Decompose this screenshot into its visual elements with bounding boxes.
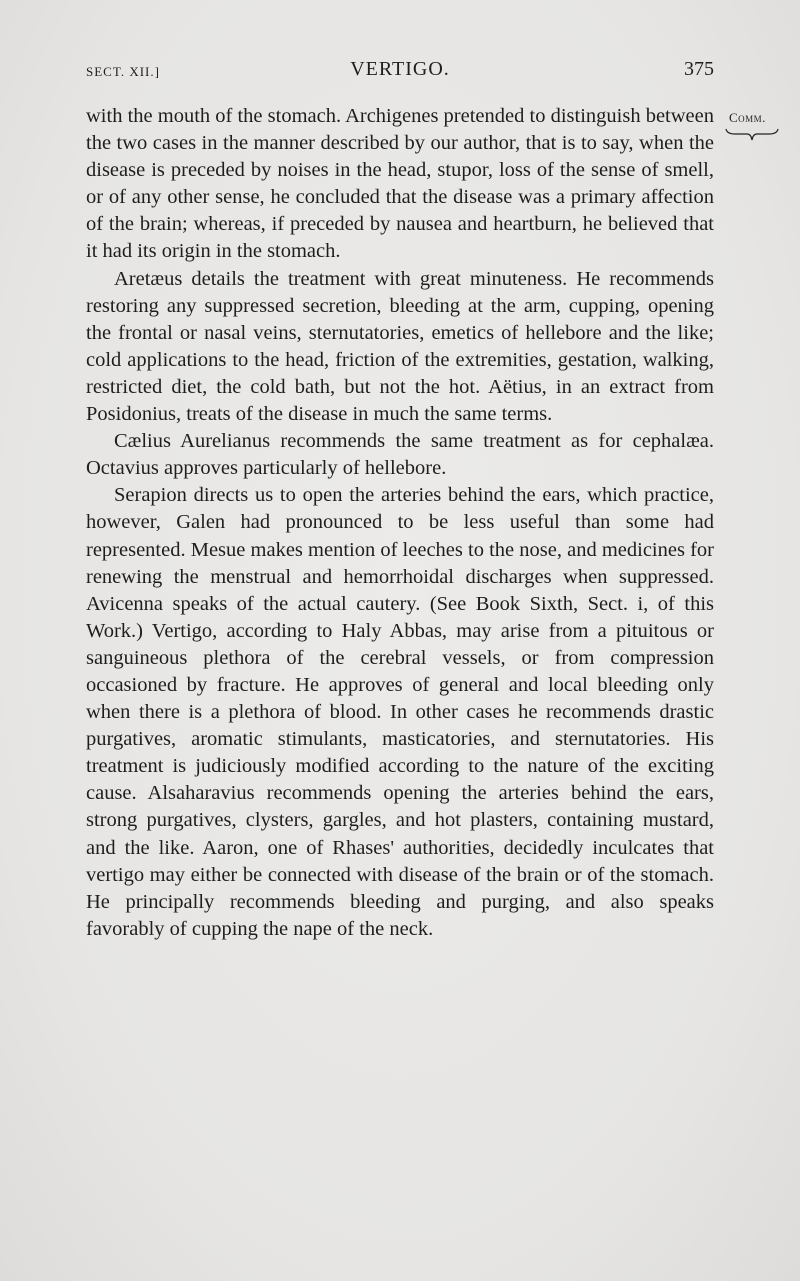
running-head [86,58,714,86]
margin-note-comm: Comm. [729,110,766,125]
paragraph: Aretæus details the treatment with great minuteness. He recommends restoring any suppressed secretion, bleeding at the arm, cupping, opening the frontal or nasal veins, sternutatories, emetics of hellebore and the like; cold applications to the head, friction of the extremities, gestation, walking, restricted diet, the cold bath, but not the hot. Aëtius, in an extract from Posidonius, treats of the disease in much the same terms. [86,267,714,426]
page-number: 375 [684,58,714,80]
brace-mark [725,128,779,142]
section-label: SECT. XII.] [86,64,160,79]
paragraph: with the mouth of the stomach. Archigenes pretended to distinguish between the two cases in the manner described by our author, that is to say, when the disease is preceded by noises in the head, stupor, loss of the sense of smell, or of any other sense, he concluded that the disease was a primary affection of the brain; whereas, if preceded by nausea and heartburn, he believed that it had its origin in the stomach. [86,105,714,263]
paragraph: Serapion directs us to open the arteries behind the ears, which practice, however, Galen had pronounced to be less useful than some had represented. Mesue makes mention of leeches to the nose, and medicines for renewing the menstrual and hemorrhoidal discharges when suppressed. Avicenna speaks of the actual cautery. (See Book Sixth, Sect. i, of this Work.) Vertigo, according to Haly Abbas, may arise from a pituitous or sanguineous plethora of the cerebral vessels, or from compression occasioned by fracture. He approves of general and local bleeding only when there is a plethora of blood. In other cases he recommends drastic purgatives, aromatic stimulants, masticatories, and sternutatories. His treatment is judiciously modified according to the nature of the exciting cause. Alsaharavius recommends opening the arteries behind the ears, strong purgatives, clysters, gargles, and hot plasters, containing mustard, and the like. Aaron, one of Rhases' authorities, decidedly inculcates that vertigo may either be connected with disease of the brain or of the stomach. He principally recommends bleeding and purging, and also speaks favorably of cupping the nape of the neck. [86,484,714,940]
chapter-title: VERTIGO. [350,58,450,80]
body-text [86,103,714,943]
paragraph: Cælius Aurelianus recommends the same treatment as for cephalæa. Octavius approves particularly of hellebore. [86,430,714,480]
